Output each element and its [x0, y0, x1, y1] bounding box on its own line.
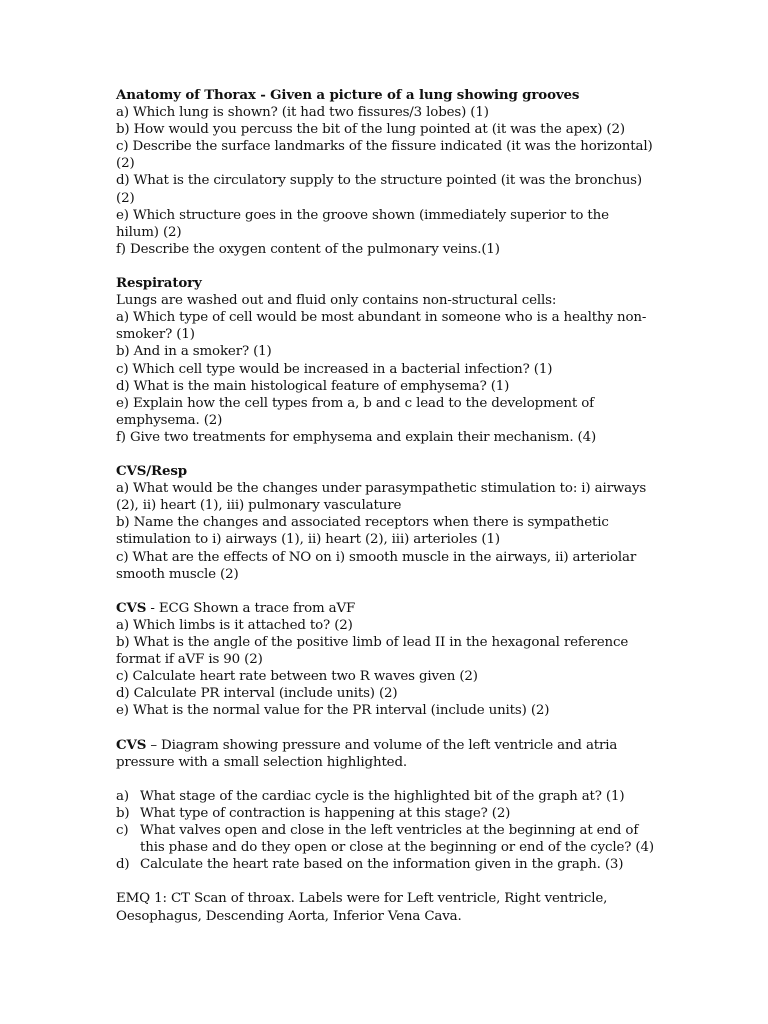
question-line: format if aVF is 90 (2) [116, 652, 263, 668]
question-line: c) Which cell type would be increased in a bacterial infection? (1) [116, 361, 553, 377]
question-line: a) Which limbs is it attached to? (2) [116, 617, 353, 633]
section-heading-cvs-resp: CVS/Resp [116, 463, 187, 480]
question-line: smooth muscle (2) [116, 566, 239, 582]
question-line: b) Name the changes and associated receptors when there is sympathetic [116, 515, 609, 531]
question-line: f) Describe the oxygen content of the pulmonary veins.(1) [116, 241, 500, 257]
question-line: a) Which lung is shown? (it had two fissures/3 lobes) (1) [116, 105, 489, 121]
question-line: e) What is the normal value for the PR interval (include units) (2) [116, 703, 550, 719]
question-line: c) What are the effects of NO on i) smooth muscle in the airways, ii) arteriolar [116, 549, 637, 565]
list-item: a) What stage of the cardiac cycle is the highlighted bit of the graph at? (1) [116, 788, 625, 804]
list-marker: c) [116, 823, 129, 839]
question-line: (2) [116, 156, 135, 172]
section-heading-cvs-diagram: CVS – Diagram showing pressure and volume of the left ventricle and atria [116, 736, 618, 753]
list-item: c) What valves open and close in the left ventricles at the beginning at end of this phase and do they open or close at the beginning or end of the cycle? (4) [116, 823, 654, 856]
question-line: e) Which structure goes in the groove shown (immediately superior to the [116, 207, 609, 223]
question-line: d) What is the main histological feature of emphysema? (1) [116, 378, 510, 394]
question-line: (2), ii) heart (1), iii) pulmonary vasculature [116, 498, 402, 514]
question-line: e) Explain how the cell types from a, b and c lead to the development of [116, 395, 594, 411]
emq-line: EMQ 1: CT Scan of throax. Labels were for Left ventricle, Right ventricle, [116, 891, 608, 907]
question-line: a) What would be the changes under parasympathetic stimulation to: i) airways [116, 481, 647, 497]
question-line: a) Which type of cell would be most abundant in someone who is a healthy non- [116, 310, 647, 326]
question-line: c) Calculate heart rate between two R waves given (2) [116, 669, 478, 685]
list-marker: a) [116, 788, 129, 804]
question-line: Lungs are washed out and fluid only contains non-structural cells: [116, 293, 557, 309]
question-line: stimulation to i) airways (1), ii) heart (2), iii) arterioles (1) [116, 532, 500, 548]
list-item: b) What type of contraction is happening at this stage? (2) [116, 805, 511, 821]
emq-line: Oesophagus, Descending Aorta, Inferior Vena Cava. [116, 908, 462, 924]
question-line: f) Give two treatments for emphysema and explain their mechanism. (4) [116, 429, 597, 445]
question-line: b) What is the angle of the positive limb of lead II in the hexagonal reference [116, 635, 629, 650]
question-line: smoker? (1) [116, 327, 195, 343]
question-line: emphysema. (2) [116, 412, 223, 428]
question-line: c) Describe the surface landmarks of the fissure indicated (it was the horizontal) [116, 139, 653, 155]
question-line: d) What is the circulatory supply to the structure pointed (it was the bronchus) [116, 173, 642, 189]
list-marker: d) [116, 857, 130, 873]
section-intro-line: pressure with a small selection highlighted. [116, 754, 407, 770]
list-item: d) Calculate the heart rate based on the information given in the graph. (3) [116, 857, 624, 873]
list-marker: b) [116, 805, 130, 821]
question-line: d) Calculate PR interval (include units) (2) [116, 686, 398, 702]
document-page [116, 87, 656, 925]
section-heading-anatomy: Anatomy of Thorax - Given a picture of a lung showing grooves [116, 87, 580, 103]
question-line: b) And in a smoker? (1) [116, 344, 272, 360]
section-heading-cvs-ecg: CVS - ECG Shown a trace from aVF [116, 599, 356, 616]
question-line: (2) [116, 190, 135, 206]
question-line: hilum) (2) [116, 224, 182, 240]
section-heading-respiratory: Respiratory [116, 275, 202, 292]
question-line: b) How would you percuss the bit of the lung pointed at (it was the apex) (2) [116, 122, 625, 138]
